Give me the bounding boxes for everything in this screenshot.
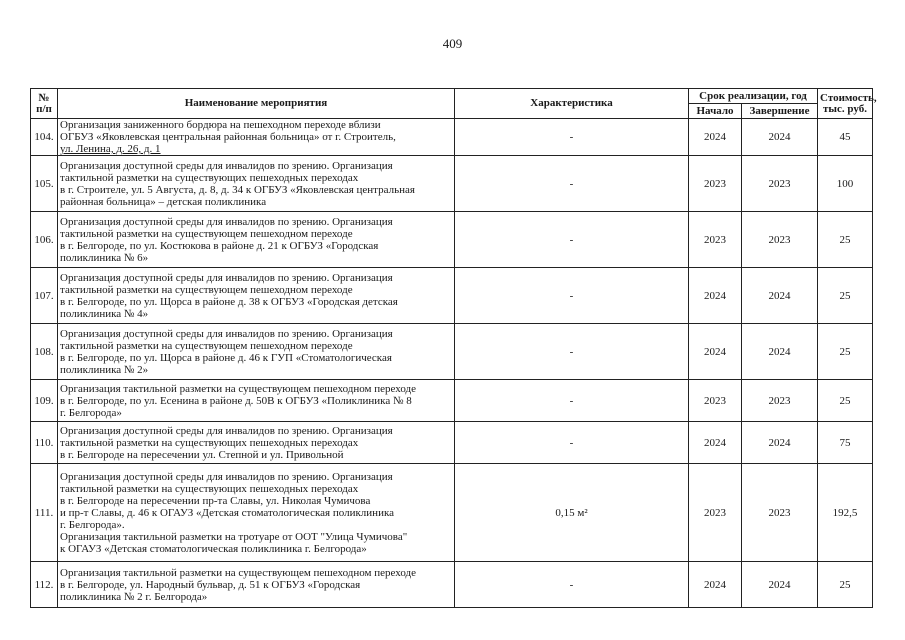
activity-name-line: Организация доступной среды для инвалидов по зрению. Организация xyxy=(60,215,393,228)
activity-name-line: Организация доступной среды для инвалидов по зрению. Организация xyxy=(60,327,393,340)
activity-name-line: Организация заниженного бордюра на пешеходном переходе вблизи xyxy=(60,119,381,131)
activity-name xyxy=(58,268,455,324)
activity-name xyxy=(58,380,455,422)
characteristic: - xyxy=(455,562,689,608)
start-year: 2024 xyxy=(689,422,742,464)
start-year: 2024 xyxy=(689,119,742,156)
activity-name xyxy=(58,119,455,156)
activity-name-line: поликлиника № 6» xyxy=(60,251,149,264)
table-row xyxy=(31,212,873,268)
characteristic: - xyxy=(455,380,689,422)
activity-name-line: тактильной разметки на существующих пешеходных переходах xyxy=(60,436,359,449)
activity-name-line: Организация тактильной разметки на существующем пешеходном переходе xyxy=(60,382,417,395)
table-row xyxy=(31,324,873,380)
start-year: 2024 xyxy=(689,562,742,608)
activity-name-line: в г. Белгороде, по ул. Костюкова в районе д. 21 к ОГБУЗ «Городская xyxy=(60,239,379,252)
cost: 25 xyxy=(818,268,873,324)
activity-name xyxy=(58,324,455,380)
activity-name xyxy=(58,212,455,268)
end-year: 2024 xyxy=(742,422,818,464)
row-number: 110. xyxy=(31,422,58,464)
activity-name-line: поликлиника № 4» xyxy=(60,307,149,320)
end-year: 2024 xyxy=(742,324,818,380)
activity-name-line: поликлиника № 2» xyxy=(60,363,149,376)
table-row xyxy=(31,464,873,562)
characteristic: - xyxy=(455,212,689,268)
table-row xyxy=(31,380,873,422)
characteristic: - xyxy=(455,156,689,212)
activity-name-line: в г. Белгороде на пересечении пр-та Славы, ул. Николая Чумичова xyxy=(60,494,371,507)
end-year: 2023 xyxy=(742,380,818,422)
activity-name-line: ОГБУЗ «Яковлевская центральная районная больница» от г. Строитель, xyxy=(60,131,396,143)
activity-name-line: в г. Белгороде на пересечении ул. Степной и ул. Привольной xyxy=(60,448,344,461)
table-row xyxy=(31,422,873,464)
cost: 25 xyxy=(818,324,873,380)
activity-name-line: в г. Белгороде, по ул. Есенина в районе д. 50В к ОГБУЗ «Поликлиника № 8 xyxy=(60,394,412,407)
activity-name-line: тактильной разметки на существующих пешеходных переходах xyxy=(60,171,359,184)
header-cost: Стоимость, тыс. руб. xyxy=(818,89,873,119)
row-number: 108. xyxy=(31,324,58,380)
activity-name-line: Организация доступной среды для инвалидов по зрению. Организация xyxy=(60,159,393,172)
activity-name xyxy=(58,562,455,608)
activity-name-line: Организация доступной среды для инвалидов по зрению. Организация xyxy=(60,470,393,483)
row-number: 112. xyxy=(31,562,58,608)
activity-name-line: в г. Белгороде, ул. Народный бульвар, д. 51 к ОГБУЗ «Городская xyxy=(60,578,361,591)
activity-name-line: Организация тактильной разметки на существующем пешеходном переходе xyxy=(60,566,417,579)
end-year: 2023 xyxy=(742,464,818,562)
header-period: Срок реализации, год xyxy=(689,89,818,104)
characteristic: - xyxy=(455,324,689,380)
activity-name-line: тактильной разметки на существующем пешеходном переходе xyxy=(60,283,353,296)
activity-name-line: в г. Белгороде, по ул. Щорса в районе д. 38 к ОГБУЗ «Городская детская xyxy=(60,295,398,308)
characteristic: - xyxy=(455,268,689,324)
row-number: 106. xyxy=(31,212,58,268)
row-number: 109. xyxy=(31,380,58,422)
start-year: 2023 xyxy=(689,380,742,422)
activity-name xyxy=(58,156,455,212)
activity-name-line: г. Белгорода» xyxy=(60,406,122,419)
activity-name-line: тактильной разметки на существующем пешеходном переходе xyxy=(60,339,353,352)
header-end: Завершение xyxy=(742,104,818,119)
table-row xyxy=(31,119,873,156)
row-number: 111. xyxy=(31,464,58,562)
start-year: 2023 xyxy=(689,156,742,212)
activity-name-line: в г. Строителе, ул. 5 Августа, д. 8, д. 34 к ОГБУЗ «Яковлевская центральная xyxy=(60,183,415,196)
row-number: 107. xyxy=(31,268,58,324)
activity-name-line: к ОГАУЗ «Детская стоматологическая поликлиника г. Белгорода» xyxy=(60,542,367,555)
characteristic: 0,15 м² xyxy=(455,464,689,562)
cost: 25 xyxy=(818,380,873,422)
activity-name-line: районная больница» – детская поликлиника xyxy=(60,195,267,208)
activity-name-line: Организация тактильной разметки на тротуаре от ООТ "Улица Чумичова" xyxy=(60,530,408,543)
cost: 45 xyxy=(818,119,873,156)
start-year: 2023 xyxy=(689,212,742,268)
activities-table xyxy=(30,88,877,608)
row-number: 104. xyxy=(31,119,58,156)
activity-name-line: Организация доступной среды для инвалидов по зрению. Организация xyxy=(60,424,393,437)
cost: 192,5 xyxy=(818,464,873,562)
activity-name-line: тактильной разметки на существующих пешеходных переходах xyxy=(60,482,359,495)
activity-name-line: г. Белгорода». xyxy=(60,518,125,531)
end-year: 2023 xyxy=(742,212,818,268)
activity-name-line: поликлиника № 2 г. Белгорода» xyxy=(60,590,208,603)
end-year: 2024 xyxy=(742,268,818,324)
start-year: 2024 xyxy=(689,324,742,380)
cost: 25 xyxy=(818,212,873,268)
activity-name-line: тактильной разметки на существующем пешеходном переходе xyxy=(60,227,353,240)
activity-name-line: и пр-т Славы, д. 46 к ОГАУЗ «Детская стоматологическая поликлиника xyxy=(60,506,395,519)
start-year: 2024 xyxy=(689,268,742,324)
activity-name xyxy=(58,464,455,562)
activity-name xyxy=(58,422,455,464)
header-characteristic: Характеристика xyxy=(455,89,689,119)
activity-name-line: Организация доступной среды для инвалидов по зрению. Организация xyxy=(60,271,393,284)
end-year: 2024 xyxy=(742,562,818,608)
header-name: Наименование мероприятия xyxy=(58,89,455,119)
start-year: 2023 xyxy=(689,464,742,562)
row-number: 105. xyxy=(31,156,58,212)
end-year: 2024 xyxy=(742,119,818,156)
characteristic: - xyxy=(455,422,689,464)
table-row xyxy=(31,268,873,324)
table-row xyxy=(31,562,873,608)
header-start: Начало xyxy=(689,104,742,119)
characteristic: - xyxy=(455,119,689,156)
cost: 75 xyxy=(818,422,873,464)
cost: 25 xyxy=(818,562,873,608)
header-num: № п/п xyxy=(31,89,58,119)
activity-name-line: в г. Белгороде, по ул. Щорса в районе д. 46 к ГУП «Стоматологическая xyxy=(60,351,392,364)
cost: 100 xyxy=(818,156,873,212)
end-year: 2023 xyxy=(742,156,818,212)
page-number: 409 xyxy=(442,36,463,51)
activity-name-line: ул. Ленина, д. 26, д. 1 xyxy=(60,143,161,155)
table-row xyxy=(31,156,873,212)
